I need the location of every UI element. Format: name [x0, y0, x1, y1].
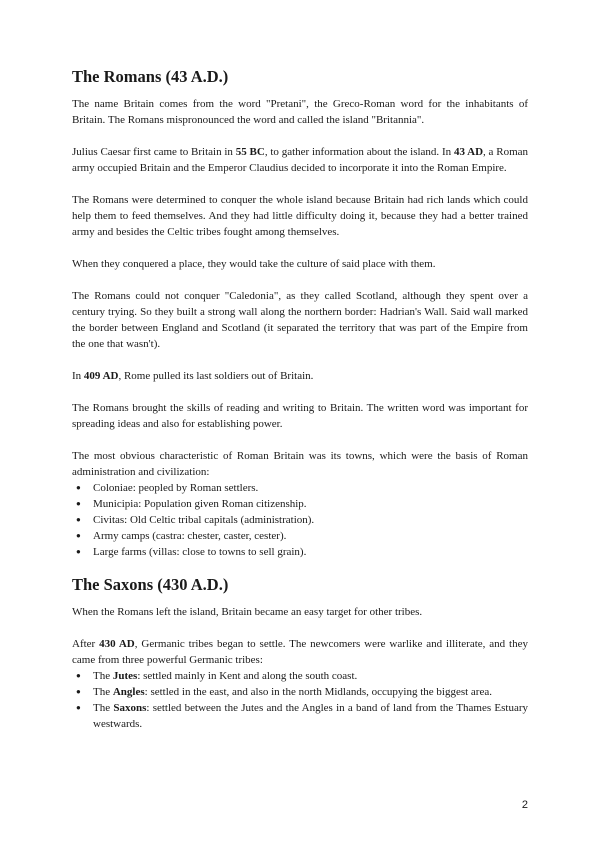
- text-run: , to gather information about the island. In: [264, 146, 454, 158]
- paragraph: The Romans were determined to conquer the whole island because Britain had rich lands which could help them to feed themselves. And they had little difficulty doing it, because they had a better trained army and besides the Celtic tribes fought among themselves.: [72, 194, 528, 238]
- bold-date: 55 BC: [235, 146, 265, 158]
- list-item: [72, 700, 528, 732]
- paragraph: [72, 144, 528, 176]
- page-number: 2: [521, 799, 528, 811]
- paragraph: [72, 636, 528, 668]
- list-item: [72, 684, 528, 700]
- paragraph: The name Britain comes from the word "Pretani", the Greco-Roman word for the inhabitants of Britain. The Romans mispronounced the word and called the island "Britannia".: [72, 98, 528, 126]
- towns-list: [72, 480, 528, 560]
- tribe-name: Angles: [112, 686, 145, 698]
- text-run: : settled between the Jutes and the Angles in a band of land from the Thames Estuary westwards.: [93, 702, 529, 730]
- section-heading-romans: The Romans (43 A.D.): [72, 67, 229, 86]
- text-run: , Rome pulled its last soldiers out of Britain.: [118, 370, 314, 382]
- text-run: , Germanic tribes began to settle. The newcomers were warlike and illiterate, and they came from three powerful Germanic tribes:: [72, 638, 528, 666]
- list-item: ● Army camps (castra: chester, caster, cester).: [72, 528, 528, 544]
- paragraph: When they conquered a place, they would take the culture of said place with them.: [72, 258, 436, 270]
- text-run: The: [93, 686, 113, 698]
- bold-date: 409 AD: [83, 370, 119, 382]
- text-run: : settled mainly in Kent and along the south coast.: [137, 670, 358, 682]
- page-content: [72, 67, 528, 732]
- list-item: ● Municipia: Population given Roman citizenship.: [72, 496, 528, 512]
- text-run: Julius Caesar first came to Britain in: [72, 146, 236, 158]
- paragraph: The Romans brought the skills of reading and writing to Britain. The written word was important for spreading ideas and also for establishing power.: [72, 402, 528, 430]
- text-run: The: [93, 670, 113, 682]
- paragraph: The Romans could not conquer "Caledonia", as they called Scotland, although they spent over a century trying. So they built a strong wall along the northern border: Hadrian's Wall. Said wall marked the border between England and Scotland (it separated the territory that was part of the Empire from the one that wasn't).: [72, 290, 528, 350]
- text-run: After: [72, 638, 100, 650]
- paragraph: [72, 368, 528, 384]
- bold-date: 43 AD: [453, 146, 484, 158]
- list-item: ● Coloniae: peopled by Roman settlers.: [72, 480, 528, 496]
- text-run: , a Roman army occupied Britain and the Emperor Claudius decided to incorporate it into the Roman Empire.: [72, 146, 529, 174]
- list-item: ● Civitas: Old Celtic tribal capitals (administration).: [72, 512, 528, 528]
- tribes-list: [72, 668, 528, 732]
- list-item: [72, 668, 528, 684]
- paragraph: When the Romans left the island, Britain became an easy target for other tribes.: [72, 606, 423, 618]
- text-run: : settled in the east, and also in the north Midlands, occupying the biggest area.: [144, 686, 492, 698]
- paragraph: The most obvious characteristic of Roman Britain was its towns, which were the basis of Roman administration and civilization:: [72, 450, 528, 478]
- section-heading-saxons: The Saxons (430 A.D.): [72, 575, 229, 594]
- list-item: ● Large farms (villas: close to towns to sell grain).: [72, 544, 528, 560]
- text-run: In: [72, 370, 84, 382]
- tribe-name: Saxons: [113, 702, 147, 714]
- tribe-name: Jutes: [112, 670, 138, 682]
- text-run: The: [93, 702, 114, 714]
- bold-date: 430 AD: [99, 638, 135, 650]
